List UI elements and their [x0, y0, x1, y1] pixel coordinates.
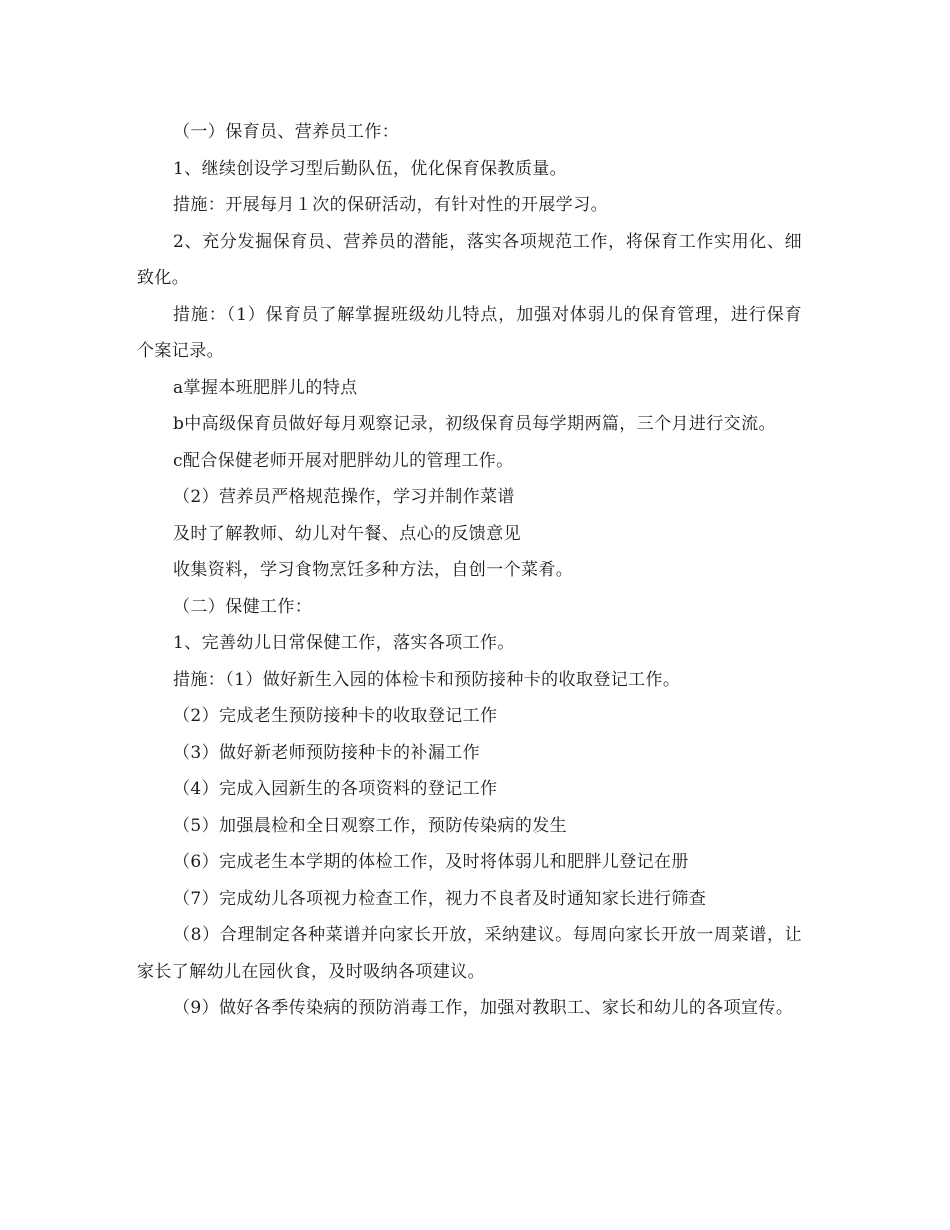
paragraph-sub-c: c配合保健老师开展对肥胖幼儿的管理工作。 — [173, 450, 514, 471]
paragraph-health-2: （2）完成老生预防接种卡的收取登记工作 — [173, 706, 498, 726]
section-heading-staff: （一）保育员、营养员工作： — [173, 122, 400, 142]
paragraph-collect: 收集资料，学习食物烹饪多种方法，自创一个菜肴。 — [173, 560, 574, 580]
paragraph-item-2: 2、充分发掘保育员、营养员的潜能，落实各项规范工作，将保育工作实用化、细致化。 — [137, 231, 802, 288]
section-heading-health: （二）保健工作： — [173, 596, 313, 617]
paragraph-nutrition-2: （2）营养员严格规范操作，学习并制作菜谱 — [173, 487, 515, 507]
paragraph-health-measure-1: 措施：（1）做好新生入园的体检卡和预防接种卡的收取登记工作。 — [173, 669, 681, 690]
paragraph-item-1: 1、继续创设学习型后勤队伍，优化保育保教质量。 — [173, 158, 568, 179]
document-body — [137, 114, 802, 1027]
paragraph-health-1: 1、完善幼儿日常保健工作，落实各项工作。 — [173, 633, 515, 653]
paragraph-health-7: （7）完成幼儿各项视力检查工作，视力不良者及时通知家长进行筛查 — [173, 888, 707, 909]
paragraph-measure-1: 措施：（1）保育员了解掌握班级幼儿特点，加强对体弱儿的保育管理，进行保育个案记录。 — [137, 304, 802, 361]
paragraph-sub-b: b中高级保育员做好每月观察记录，初级保育员每学期两篇，三个月进行交流。 — [173, 414, 776, 434]
paragraph-health-5: （5）加强晨检和全日观察工作，预防传染病的发生 — [173, 815, 568, 836]
paragraph-sub-a: a掌握本班肥胖儿的特点 — [173, 377, 358, 398]
paragraph-health-3: （3）做好新老师预防接种卡的补漏工作 — [173, 742, 481, 763]
paragraph-health-9: （9）做好各季传染病的预防消毒工作，加强对教职工、家长和幼儿的各项宣传。 — [173, 998, 794, 1018]
paragraph-feedback: 及时了解教师、幼儿对午餐、点心的反馈意见 — [173, 523, 521, 544]
paragraph-health-6: （6）完成老生本学期的体检工作，及时将体弱儿和肥胖儿登记在册 — [173, 852, 689, 872]
paragraph-measure: 措施：开展每月１次的保研活动，有针对性的开展学习。 — [173, 195, 608, 215]
paragraph-health-8: （8）合理制定各种菜谱并向家长开放，采纳建议。每周向家长开放一周菜谱，让家长了解幼儿在园伙食，及时吸纳各项建议。 — [137, 925, 802, 982]
paragraph-health-4: （4）完成入园新生的各项资料的登记工作 — [173, 779, 498, 799]
